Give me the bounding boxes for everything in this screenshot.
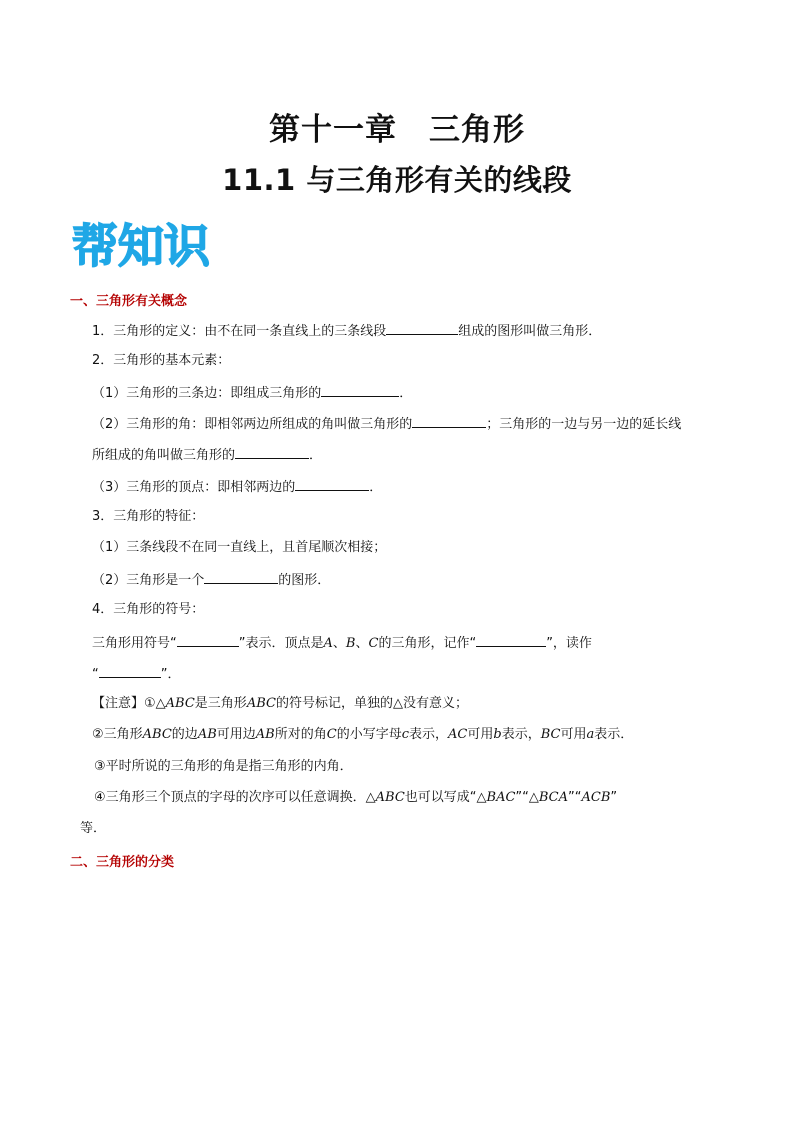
note-4 [94, 789, 617, 807]
var: ABC [142, 727, 172, 742]
var: A [323, 636, 333, 651]
text: 也可以写成“△ [404, 790, 487, 805]
text: 的图形． [278, 573, 331, 588]
var: a [586, 727, 595, 742]
var: b [493, 727, 502, 742]
note-3: ③平时所说的三角形的角是指三角形的内角． [94, 759, 353, 774]
var: c [401, 727, 409, 742]
note-4-end: 等． [80, 821, 107, 836]
fill-blank [321, 383, 399, 397]
text: ④三角形三个顶点的字母的次序可以任意调换．△ [94, 790, 376, 805]
text: ”表示．顶点是 [238, 636, 324, 651]
text: ”“△ [515, 790, 539, 805]
var: BC [540, 727, 561, 742]
fill-blank [386, 321, 458, 335]
text: 所对的角 [274, 727, 327, 742]
var: BAC [486, 790, 516, 805]
fill-blank [177, 633, 239, 647]
text: 、 [355, 636, 369, 651]
var: C [326, 727, 337, 742]
text: ． [369, 480, 383, 495]
text: 的符号标记，单独的△没有意义； [275, 696, 468, 711]
symbol-heading: 4．三角形的符号： [92, 602, 205, 617]
text: 的小写字母 [336, 727, 402, 742]
text: ”． [160, 667, 181, 682]
text: “ [92, 667, 99, 682]
text: 表示， [501, 727, 541, 742]
feature-2 [92, 570, 330, 590]
text: （3）三角形的顶点：即相邻两边的 [92, 480, 296, 495]
fill-blank [476, 633, 546, 647]
text: 的边 [171, 727, 198, 742]
text: ． [399, 386, 413, 401]
elements-heading: 2．三角形的基本元素： [92, 353, 231, 368]
var: ABC [246, 696, 276, 711]
text: （2）三角形的角：即相邻两边所组成的角叫做三角形的 [92, 417, 413, 432]
text: （2）三角形是一个 [92, 573, 205, 588]
text: 表示， [409, 727, 449, 742]
text: ” [610, 790, 618, 805]
sides-line [92, 383, 412, 403]
var: AB [255, 727, 275, 742]
text: ②三角形 [92, 727, 143, 742]
fill-blank [295, 477, 369, 491]
angles-line [92, 414, 681, 434]
var: AB [197, 727, 217, 742]
text: 可用 [560, 727, 587, 742]
note-1 [92, 695, 468, 713]
var: BCA [538, 790, 569, 805]
text: （1）三角形的三条边：即组成三角形的 [92, 386, 322, 401]
section-2-title: 二、三角形的分类 [70, 855, 175, 870]
symbol-line [92, 633, 592, 653]
fill-blank [235, 445, 309, 459]
text: 【注意】①△ [92, 696, 166, 711]
svg-text:帮知识: 帮知识 [72, 219, 210, 273]
definition-line [92, 321, 601, 341]
read-as-line [92, 664, 181, 684]
text: ”“ [568, 790, 582, 805]
text: 1．三角形的定义：由不在同一条直线上的三条线段 [92, 324, 387, 339]
var: ACB [581, 790, 611, 805]
var: ABC [375, 790, 405, 805]
exterior-angle-line [92, 445, 322, 465]
fill-blank [99, 664, 161, 678]
fill-blank [412, 414, 486, 428]
text: 的三角形，记作“ [378, 636, 477, 651]
text: 表示． [594, 727, 634, 742]
features-heading: 3．三角形的特征： [92, 509, 205, 524]
section-title: 11.1 与三角形有关的线段 [222, 163, 572, 197]
text: ． [309, 448, 323, 463]
text: ”，读作 [546, 636, 592, 651]
text: 可用 [467, 727, 494, 742]
var: C [368, 636, 379, 651]
text: 是三角形 [194, 696, 247, 711]
chapter-title: 第十一章 三角形 [269, 112, 525, 148]
var: B [345, 636, 356, 651]
var: ABC [165, 696, 195, 711]
vertex-line [92, 477, 382, 497]
text: ；三角形的一边与另一边的延长线 [486, 417, 682, 432]
var: AC [448, 727, 468, 742]
bangzhishi-logo [70, 210, 230, 274]
text: 可用边 [216, 727, 256, 742]
section-1-title: 一、三角形有关概念 [70, 294, 188, 309]
text: 三角形用符号“ [92, 636, 177, 651]
feature-1: （1）三条线段不在同一直线上，且首尾顺次相接； [92, 540, 387, 555]
text: 组成的图形叫做三角形． [458, 324, 602, 339]
text: 、 [332, 636, 346, 651]
fill-blank [204, 570, 278, 584]
text: 所组成的角叫做三角形的 [92, 448, 236, 463]
note-2 [92, 726, 633, 744]
